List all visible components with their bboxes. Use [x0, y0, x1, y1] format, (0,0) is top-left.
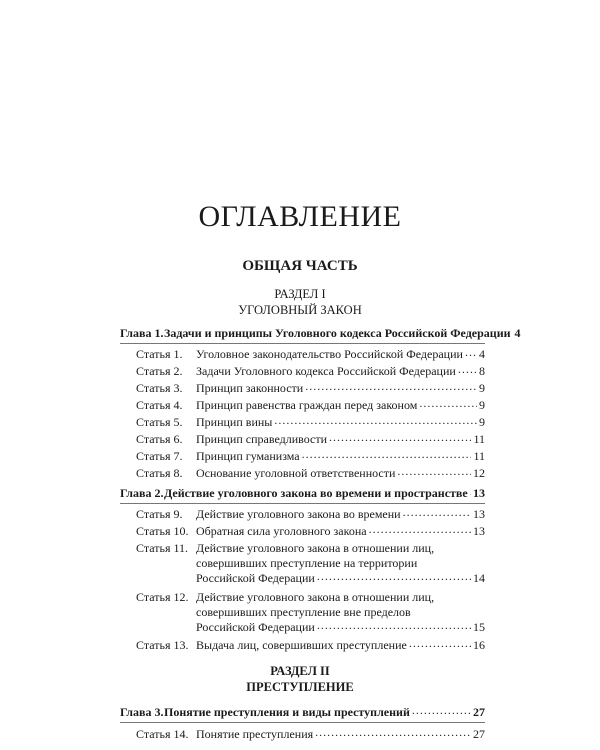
page-number: 9 [479, 398, 485, 412]
toc-article-7[interactable] [136, 449, 485, 464]
leader-dots [317, 569, 471, 584]
article-label: Статья 7. [136, 449, 183, 463]
page-number: 13 [473, 507, 485, 521]
leader-dots [305, 379, 477, 394]
article-title: Принцип справедливости [196, 432, 328, 446]
chapter-label: Глава 2. [120, 486, 164, 500]
toc-chapter-2[interactable] [120, 486, 485, 501]
toc-article-10[interactable] [136, 524, 485, 539]
section-1-name: УГОЛОВНЫЙ ЗАКОН [238, 303, 362, 317]
article-last-line [196, 620, 485, 635]
section-1-number: РАЗДЕЛ I [274, 287, 326, 301]
leader-dots [317, 618, 471, 633]
leader-dots [409, 636, 471, 651]
article-label: Статья 14. [136, 727, 189, 741]
article-title: Уголовное законодательство Российской Федерации [196, 347, 463, 361]
part-heading: ОБЩАЯ ЧАСТЬ [242, 258, 358, 274]
toc-article-14[interactable] [136, 727, 485, 742]
chapter-divider [120, 503, 485, 504]
article-label: Статья 2. [136, 364, 183, 378]
article-label: Статья 3. [136, 381, 183, 395]
toc-article-4[interactable] [136, 398, 485, 413]
page-number: 11 [473, 449, 485, 463]
chapter-title: Понятие преступления и виды преступлений [164, 705, 410, 719]
article-title-line-1: Действие уголовного закона в отношении лиц, [196, 541, 435, 555]
article-title: Понятие преступления [196, 727, 314, 741]
leader-dots [274, 413, 477, 428]
leader-dots [403, 505, 471, 520]
article-title-line-1: Действие уголовного закона в отношении лиц, [196, 590, 435, 604]
leader-dots [419, 396, 477, 411]
article-label: Статья 6. [136, 432, 183, 446]
leader-dots [329, 430, 471, 445]
article-title: Основание уголовной ответственности [196, 466, 396, 480]
article-label: Статья 1. [136, 347, 183, 361]
toc-chapter-3[interactable] [120, 705, 485, 720]
article-label: Статья 5. [136, 415, 183, 429]
article-title: Обратная сила уголовного закона [196, 524, 367, 538]
article-label: Статья 10. [136, 524, 189, 538]
article-title: Принцип вины [196, 415, 273, 429]
leader-dots [470, 484, 471, 499]
page-title: ОГЛАВЛЕНИЕ [198, 200, 402, 233]
article-title: Задачи Уголовного кодекса Российской Федерации [196, 364, 456, 378]
article-title: Принцип законности [196, 381, 304, 395]
leader-dots [302, 447, 472, 462]
chapter-title: Задачи и принципы Уголовного кодекса Российской Федерации [164, 326, 511, 340]
article-label: Статья 8. [136, 466, 183, 480]
page-number: 27 [473, 705, 485, 719]
chapter-title: Действие уголовного закона во времени и пространстве [164, 486, 468, 500]
leader-dots [397, 464, 471, 479]
article-title-line-2: совершивших преступление вне пределов [196, 605, 411, 619]
page-number: 4 [479, 347, 485, 361]
toc-article-3[interactable] [136, 381, 485, 396]
page-number: 9 [479, 381, 485, 395]
leader-dots [465, 345, 477, 360]
page-number: 14 [473, 571, 485, 585]
page-number: 13 [473, 486, 485, 500]
chapter-label: Глава 3. [120, 705, 164, 719]
leader-dots [315, 725, 471, 740]
chapter-divider [120, 722, 485, 723]
page-number: 8 [479, 364, 485, 378]
page-number: 27 [473, 727, 485, 741]
page-number: 11 [473, 432, 485, 446]
article-label: Статья 9. [136, 507, 183, 521]
chapter-label: Глава 1. [120, 326, 164, 340]
toc-chapter-1[interactable] [120, 326, 521, 341]
page-number: 16 [473, 638, 485, 652]
leader-dots [369, 522, 471, 537]
article-title: Действие уголовного закона во времени [196, 507, 401, 521]
toc-article-2[interactable] [136, 364, 485, 379]
article-label: Статья 12. [136, 590, 189, 604]
toc-article-13[interactable] [136, 638, 485, 653]
page-number: 15 [473, 620, 485, 634]
article-title: Принцип гуманизма [196, 449, 300, 463]
toc-article-1[interactable] [136, 347, 485, 362]
page-number: 4 [514, 326, 521, 340]
article-last-line [196, 571, 485, 586]
toc-article-9[interactable] [136, 507, 485, 522]
page-number: 9 [479, 415, 485, 429]
article-label: Статья 13. [136, 638, 189, 652]
article-label: Статья 11. [136, 541, 189, 555]
chapter-divider [120, 343, 485, 344]
article-label: Статья 4. [136, 398, 183, 412]
toc-article-6[interactable] [136, 432, 485, 447]
page-number: 13 [473, 524, 485, 538]
section-2-name: ПРЕСТУПЛЕНИЕ [246, 680, 354, 694]
article-title-line-3: Российской Федерации [196, 620, 315, 634]
article-title: Выдача лиц, совершивших преступление [196, 638, 407, 652]
article-title-line-3: Российской Федерации [196, 571, 315, 585]
toc-article-5[interactable] [136, 415, 485, 430]
leader-dots [412, 703, 471, 718]
toc-article-8[interactable] [136, 466, 485, 481]
article-title-line-2: совершивших преступление на территории [196, 556, 418, 570]
article-title: Принцип равенства граждан перед законом [196, 398, 418, 412]
page-number: 12 [473, 466, 485, 480]
leader-dots [458, 362, 477, 377]
section-2-number: РАЗДЕЛ II [270, 664, 330, 678]
